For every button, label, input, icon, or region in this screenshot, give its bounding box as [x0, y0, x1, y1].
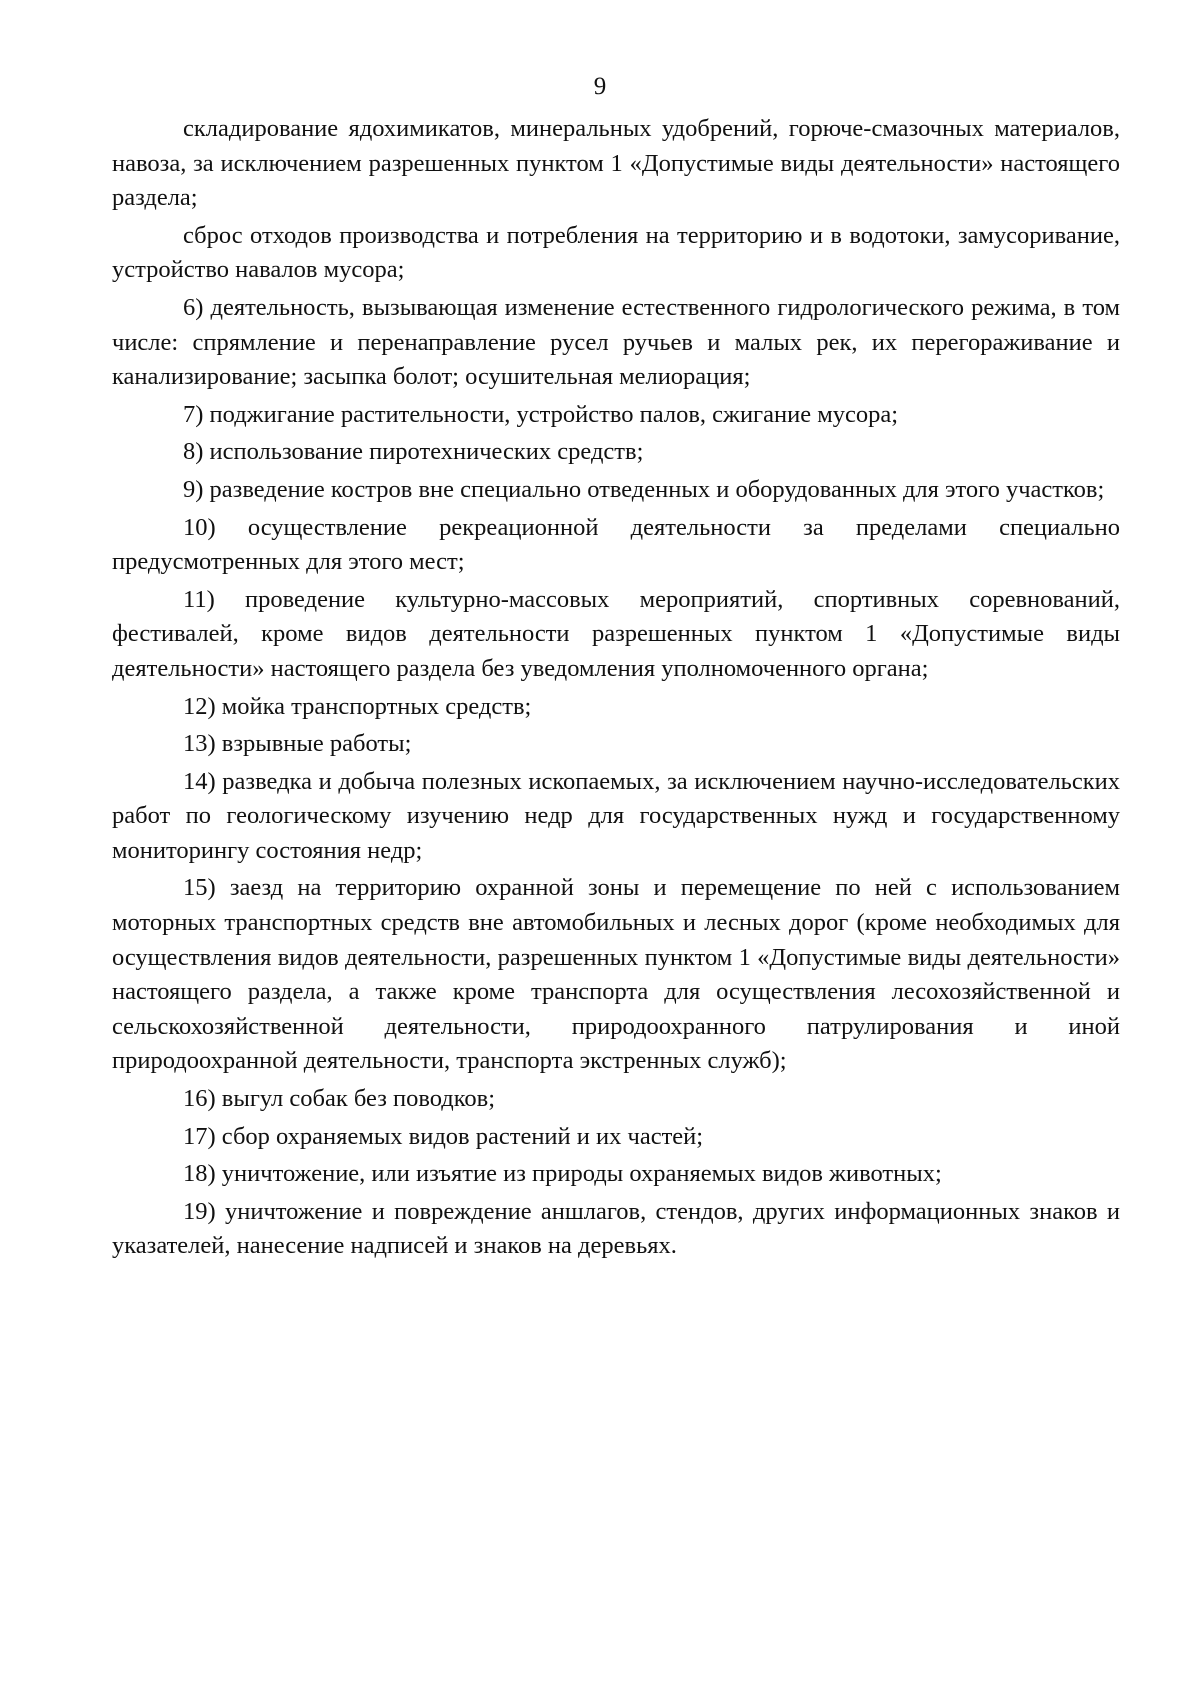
paragraph-item-19: 19) уничтожение и повреждение аншлагов, стендов, других информационных знаков и указателей, нанесение надписей и знаков на деревьях. [112, 1197, 1120, 1260]
paragraph-item-17: 17) сбор охраняемых видов растений и их частей; [183, 1122, 704, 1150]
document-body [112, 112, 1120, 1267]
paragraph-item-15: 15) заезд на территорию охранной зоны и перемещение по ней с использованием моторных транспортных средств вне автомобильных и лесных дорог (кроме необходимых для осуществления видов деятельности, разрешенных пунктом 1 «Допустимые виды деятельности» настоящего раздела, а также кроме транспорта для осуществления лесохозяйственной и сельскохозяйственной деятельности, природоохранного патрулирования и иной природоохранной деятельности, транспорта экстренных служб); [112, 874, 1120, 1075]
paragraph-item-10: 10) осуществление рекреационной деятельности за пределами специально предусмотренных для этого мест; [112, 513, 1120, 576]
paragraph-item-11: 11) проведение культурно-массовых мероприятий, спортивных соревнований, фестивалей, кроме видов деятельности разрешенных пунктом 1 «Допустимые виды деятельности» настоящего раздела без уведомления уполномоченного органа; [112, 585, 1120, 682]
paragraph-item-14: 14) разведка и добыча полезных ископаемых, за исключением научно-исследовательских работ по геологическому изучению недр для государственных нужд и государственному мониторингу состояния недр; [112, 767, 1120, 864]
paragraph-item-6: 6) деятельность, вызывающая изменение естественного гидрологического режима, в том числе: спрямление и перенаправление русел ручьев и малых рек, их перегораживание и канализирование; засыпка болот; осушительная мелиорация; [112, 293, 1120, 391]
paragraph-item-16: 16) выгул собак без поводков; [183, 1085, 496, 1113]
paragraph-item-7: 7) поджигание растительности, устройство палов, сжигание мусора; [183, 400, 899, 428]
page-number: 9 [593, 73, 607, 100]
paragraph-item-12: 12) мойка транспортных средств; [183, 692, 532, 720]
paragraph-waste-dumping: сброс отходов производства и потребления на территорию и в водотоки, замусоривание, устройство навалов мусора; [112, 221, 1120, 284]
paragraph-item-13: 13) взрывные работы; [183, 730, 412, 758]
paragraph-item-9: 9) разведение костров вне специально отведенных и оборудованных для этого участков; [183, 475, 1105, 503]
paragraph-item-8: 8) использование пиротехнических средств; [183, 438, 644, 466]
paragraph-item-18: 18) уничтожение, или изъятие из природы охраняемых видов животных; [183, 1160, 942, 1188]
paragraph-storage-of-chemicals: складирование ядохимикатов, минеральных удобрений, горюче-смазочных материалов, навоза, за исключением разрешенных пунктом 1 «Допустимые виды деятельности» настоящего раздела; [112, 115, 1120, 212]
